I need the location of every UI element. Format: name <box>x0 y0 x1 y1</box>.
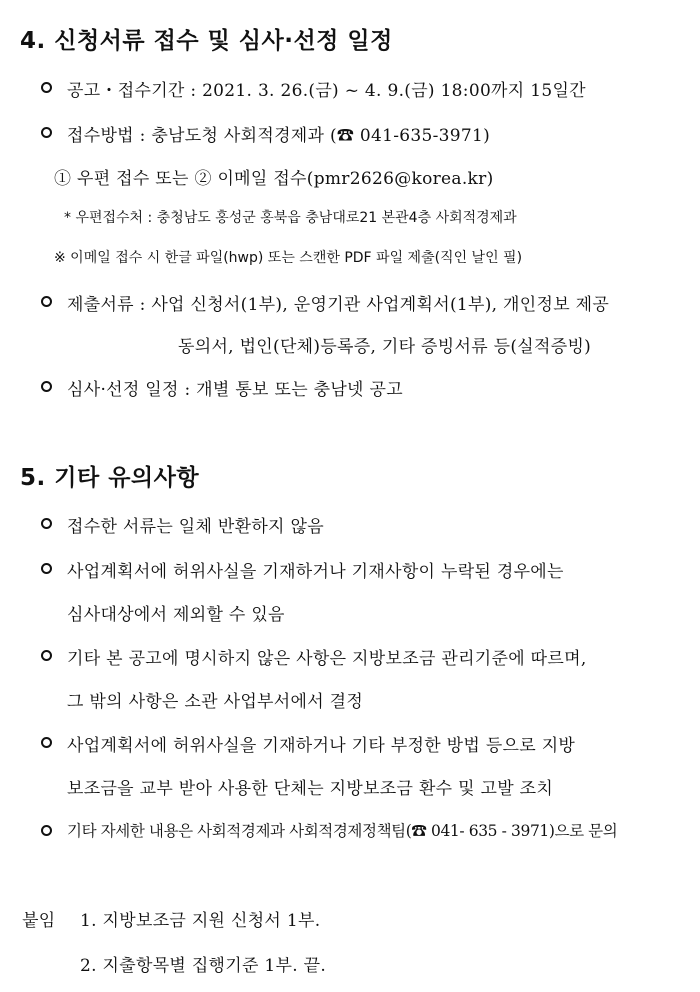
notice-item-4-line-1: 사업계획서에 허위사실을 기재하거나 기타 부정한 방법 등으로 지방 <box>67 736 576 756</box>
notice-item-3-line-2: 그 밖의 사항은 소관 사업부서에서 결정 <box>67 692 364 712</box>
bullet-circle-icon <box>41 737 52 748</box>
attachment-label: 붙임 <box>22 911 56 931</box>
bullet-circle-icon <box>41 518 52 529</box>
notice-item-2-line-1: 사업계획서에 허위사실을 기재하거나 기재사항이 누락된 경우에는 <box>67 562 564 582</box>
notice-item-4-line-2: 보조금을 교부 받아 사용한 단체는 지방보조금 환수 및 고발 조치 <box>67 779 554 799</box>
bullet-circle-icon <box>41 650 52 661</box>
bullet-circle-icon <box>41 381 52 392</box>
attachment-item-1: 1. 지방보조금 지원 신청서 1부. <box>80 911 321 931</box>
period-line: 공고・접수기간 : 2021. 3. 26.(금) ~ 4. 9.(금) 18:00까지 15일간 <box>67 81 586 101</box>
attachment-item-2: 2. 지출항목별 집행기준 1부. 끝. <box>80 956 327 976</box>
method-line: 접수방법 : 충남도청 사회적경제과 (☎ 041-635-3971) <box>67 126 491 146</box>
bullet-circle-icon <box>41 296 52 307</box>
notice-item-5: 기타 자세한 내용은 사회적경제과 사회적경제정책팀(☎ 041- 635 - 3971)으로 문의 <box>67 822 618 840</box>
email-note-line: ※ 이메일 접수 시 한글 파일(hwp) 또는 스캔한 PDF 파일 제출(직인 날인 필) <box>54 250 523 266</box>
mail-address-line: * 우편접수처 : 충청남도 홍성군 홍북읍 충남대로21 본관4층 사회적경제과 <box>64 210 517 226</box>
method-sub-line: ① 우편 접수 또는 ② 이메일 접수(pmr2626@korea.kr) <box>54 169 494 189</box>
notice-item-2-line-2: 심사대상에서 제외할 수 있음 <box>67 605 285 625</box>
documents-line-1: 제출서류 : 사업 신청서(1부), 운영기관 사업계획서(1부), 개인정보 제공 <box>67 295 610 315</box>
bullet-circle-icon <box>41 127 52 138</box>
notice-item-1: 접수한 서류는 일체 반환하지 않음 <box>67 517 324 537</box>
section5-title: 5. 기타 유의사항 <box>20 465 200 491</box>
bullet-circle-icon <box>41 825 52 836</box>
documents-line-2: 동의서, 법인(단체)등록증, 기타 증빙서류 등(실적증빙) <box>178 337 592 357</box>
section4-title: 4. 신청서류 접수 및 심사·선정 일정 <box>20 28 393 54</box>
notice-item-3-line-1: 기타 본 공고에 명시하지 않은 사항은 지방보조금 관리기준에 따르며, <box>67 649 587 669</box>
bullet-circle-icon <box>41 82 52 93</box>
schedule-line: 심사·선정 일정 : 개별 통보 또는 충남넷 공고 <box>67 380 403 400</box>
bullet-circle-icon <box>41 563 52 574</box>
